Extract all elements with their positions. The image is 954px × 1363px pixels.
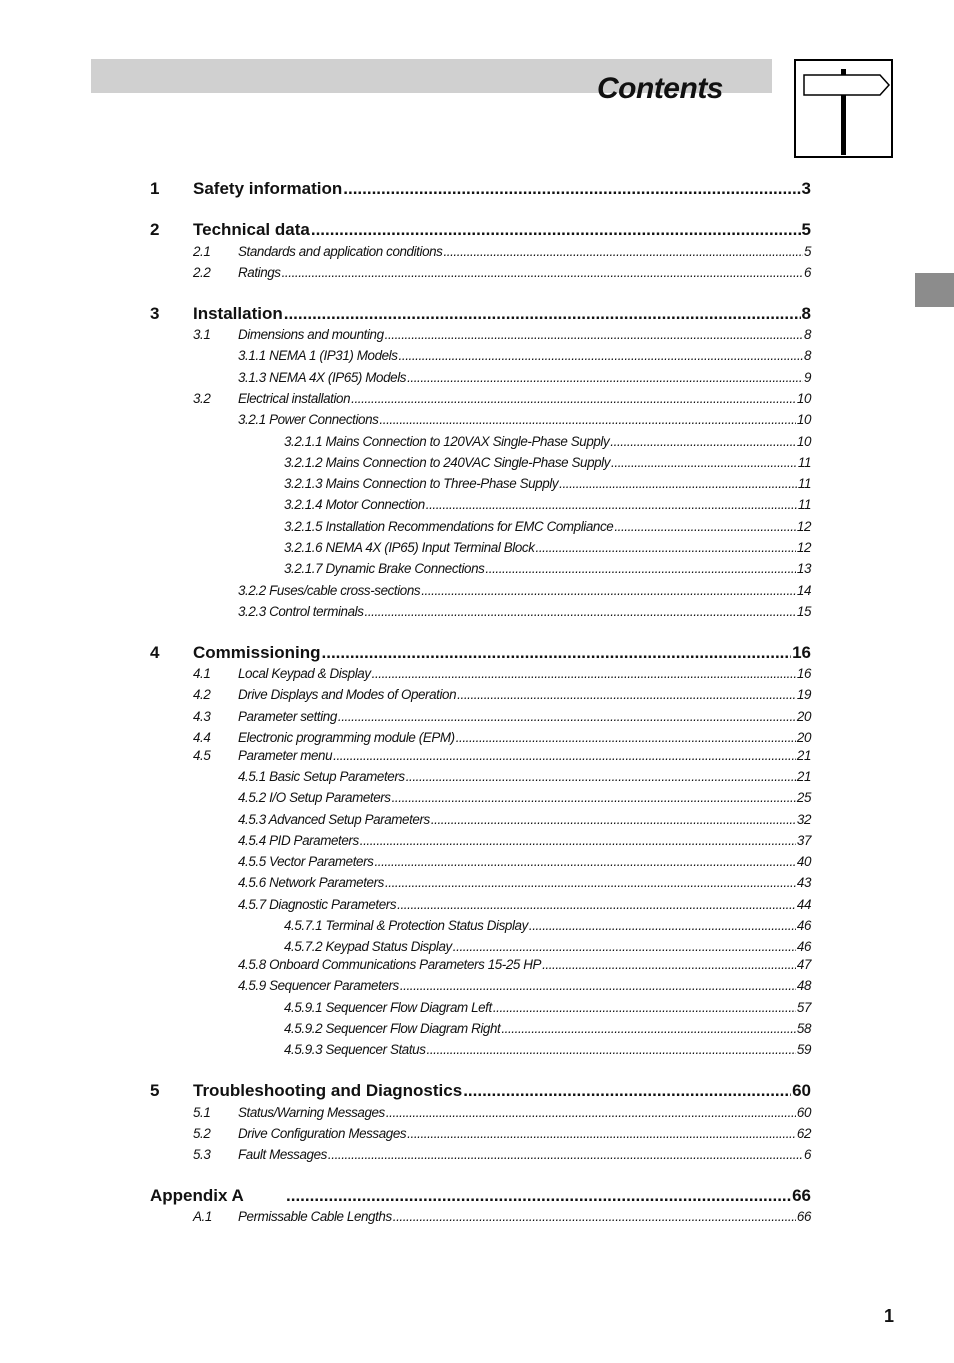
toc-entry-number: 2.1 bbox=[193, 244, 211, 259]
toc-entry-title: Parameter setting bbox=[238, 709, 337, 724]
toc-entry bbox=[193, 709, 811, 724]
toc-entry-title: 4.5.6 Network Parameters bbox=[238, 875, 384, 890]
toc-entry-number: 4.3 bbox=[193, 709, 211, 724]
toc-entry-title: 4.5.5 Vector Parameters bbox=[238, 854, 374, 869]
toc-entry-page: 5 bbox=[803, 244, 811, 259]
toc-entry-title: Safety information bbox=[193, 179, 343, 198]
dot-leader bbox=[614, 520, 796, 533]
toc-entry-page: 66 bbox=[792, 1186, 811, 1205]
toc-entry bbox=[193, 1105, 811, 1120]
toc-entry bbox=[284, 435, 811, 448]
toc-entry-number: 4.5 bbox=[193, 748, 211, 763]
toc-entry bbox=[238, 958, 811, 971]
toc-entry bbox=[150, 179, 811, 198]
dot-leader bbox=[457, 688, 796, 701]
toc-entry-title: Standards and application conditions bbox=[238, 244, 443, 259]
toc-entry-number: 4.1 bbox=[193, 666, 211, 681]
toc-entry bbox=[238, 834, 811, 847]
toc-entry bbox=[284, 520, 811, 533]
toc-entry bbox=[238, 791, 811, 804]
toc-entry-page: 57 bbox=[796, 1000, 811, 1015]
toc-entry-page: 20 bbox=[796, 709, 811, 724]
signpost-icon bbox=[794, 59, 893, 158]
toc-entry-page: 19 bbox=[796, 687, 811, 702]
toc-entry bbox=[193, 1209, 811, 1224]
dot-leader bbox=[610, 435, 796, 448]
toc-entry-page: 16 bbox=[792, 643, 811, 662]
toc-entry-title: 3.2.1.7 Dynamic Brake Connections bbox=[284, 561, 485, 576]
dot-leader bbox=[338, 710, 796, 723]
toc-entry-title: 4.5.2 I/O Setup Parameters bbox=[238, 790, 391, 805]
toc-entry-page: 8 bbox=[803, 348, 811, 363]
toc-entry-number: Appendix A bbox=[150, 1186, 244, 1205]
toc-entry-page: 21 bbox=[796, 748, 811, 763]
dot-leader bbox=[379, 413, 795, 426]
dot-leader bbox=[406, 770, 796, 783]
toc-entry-title: 3.2.1.4 Motor Connection bbox=[284, 497, 425, 512]
toc-entry bbox=[238, 855, 811, 868]
toc-entry-title: 4.5.4 PID Parameters bbox=[238, 833, 359, 848]
toc-entry-title: 3.2.1.1 Mains Connection to 120VAX Single-Phase Supply bbox=[284, 434, 610, 449]
toc-entry bbox=[193, 687, 811, 702]
toc-entry bbox=[150, 1186, 811, 1205]
toc-entry-page: 48 bbox=[796, 978, 811, 993]
toc-entry bbox=[284, 1043, 811, 1056]
toc-entry-title: 3.1.3 NEMA 4X (IP65) Models bbox=[238, 370, 407, 385]
toc-entry bbox=[150, 220, 811, 239]
toc-entry-page: 62 bbox=[796, 1126, 811, 1141]
toc-entry-title: Parameter menu bbox=[238, 748, 333, 763]
toc-entry bbox=[284, 919, 811, 932]
dot-leader bbox=[311, 221, 801, 238]
dot-leader bbox=[529, 919, 796, 932]
toc-entry-number: 2 bbox=[150, 220, 160, 239]
toc-entry-number: 2.2 bbox=[193, 265, 211, 280]
toc-entry-page: 11 bbox=[797, 476, 811, 491]
toc-entry-number: 5.2 bbox=[193, 1126, 211, 1141]
toc-entry-page: 43 bbox=[796, 875, 811, 890]
dot-leader bbox=[365, 605, 796, 618]
dot-leader bbox=[393, 1210, 796, 1223]
toc-entry bbox=[238, 349, 811, 362]
toc-entry bbox=[238, 979, 811, 992]
dot-leader bbox=[397, 898, 796, 911]
toc-entry-number: 4 bbox=[150, 643, 160, 662]
toc-entry-title: Ratings bbox=[238, 265, 281, 280]
toc-entry-page: 40 bbox=[796, 854, 811, 869]
dot-leader bbox=[443, 245, 802, 258]
toc-entry-number: 1 bbox=[150, 179, 160, 198]
toc-entry-title: 3.2.1.2 Mains Connection to 240VAC Single-Phase Supply bbox=[284, 455, 611, 470]
toc-entry-title: Local Keypad & Display bbox=[238, 666, 371, 681]
dot-leader bbox=[536, 541, 796, 554]
toc-entry-page: 13 bbox=[796, 561, 811, 576]
toc-entry bbox=[150, 1081, 811, 1100]
toc-entry-number: 4.4 bbox=[193, 730, 211, 745]
toc-entry-title: Electrical installation bbox=[238, 391, 351, 406]
toc-entry-title: 4.5.3 Advanced Setup Parameters bbox=[238, 812, 430, 827]
chapter-tab-marker bbox=[915, 273, 954, 307]
toc-entry bbox=[284, 1022, 811, 1035]
toc-entry-title: 3.2.3 Control terminals bbox=[238, 604, 364, 619]
toc-entry-title: Status/Warning Messages bbox=[238, 1105, 385, 1120]
toc-entry-title: Dimensions and mounting bbox=[238, 327, 384, 342]
toc-entry-number: A.1 bbox=[193, 1209, 212, 1224]
toc-entry-page: 8 bbox=[801, 304, 811, 323]
toc-entry-title: 3.2.1.6 NEMA 4X (IP65) Input Terminal Block bbox=[284, 540, 535, 555]
dot-leader bbox=[456, 731, 796, 744]
toc-entry-page: 5 bbox=[801, 220, 811, 239]
dot-leader bbox=[501, 1022, 796, 1035]
toc-entry-number: 4.2 bbox=[193, 687, 211, 702]
dot-leader bbox=[284, 305, 801, 322]
dot-leader bbox=[392, 791, 796, 804]
toc-entry-page: 46 bbox=[796, 939, 811, 954]
toc-entry-page: 25 bbox=[796, 790, 811, 805]
toc-entry bbox=[238, 371, 811, 384]
toc-entry-page: 9 bbox=[803, 370, 811, 385]
toc-entry-title: 4.5.8 Onboard Communications Parameters 15-25 HP bbox=[238, 957, 542, 972]
toc-entry-page: 10 bbox=[796, 434, 811, 449]
toc-entry-page: 32 bbox=[796, 812, 811, 827]
toc-entry-number: 5 bbox=[150, 1081, 160, 1100]
toc-entry bbox=[238, 413, 811, 426]
toc-entry-page: 14 bbox=[796, 583, 811, 598]
dot-leader bbox=[386, 1106, 796, 1119]
toc-entry-page: 11 bbox=[797, 497, 811, 512]
dot-leader bbox=[407, 371, 803, 384]
dot-leader bbox=[421, 584, 796, 597]
dot-leader bbox=[372, 667, 796, 680]
toc-entry-number: 3.1 bbox=[193, 327, 211, 342]
toc-entry bbox=[193, 1126, 811, 1141]
toc-entry bbox=[284, 456, 811, 469]
toc-entry bbox=[284, 940, 811, 953]
toc-entry-page: 46 bbox=[796, 918, 811, 933]
dot-leader bbox=[374, 855, 795, 868]
dot-leader bbox=[407, 1127, 796, 1140]
toc-entry-page: 10 bbox=[796, 391, 811, 406]
dot-leader bbox=[431, 813, 796, 826]
toc-entry-title: Commissioning bbox=[193, 643, 321, 662]
toc-entry bbox=[193, 244, 811, 259]
toc-entry bbox=[284, 498, 811, 511]
toc-entry-page: 21 bbox=[796, 769, 811, 784]
toc-entry-title: Installation bbox=[193, 304, 283, 323]
dot-leader bbox=[282, 266, 803, 279]
toc-entry-title: 3.1.1 NEMA 1 (IP31) Models bbox=[238, 348, 398, 363]
toc-entry-page: 16 bbox=[796, 666, 811, 681]
dot-leader bbox=[611, 456, 797, 469]
dot-leader bbox=[360, 834, 796, 847]
toc-entry-title: Electronic programming module (EPM) bbox=[238, 730, 455, 745]
toc-entry-page: 3 bbox=[801, 179, 811, 198]
toc-entry-page: 58 bbox=[796, 1021, 811, 1036]
toc-entry-title: Technical data bbox=[193, 220, 310, 239]
toc-entry-title: Drive Configuration Messages bbox=[238, 1126, 407, 1141]
toc-entry-title: 4.5.9.2 Sequencer Flow Diagram Right bbox=[284, 1021, 501, 1036]
dot-leader bbox=[485, 562, 795, 575]
toc-entry-page: 15 bbox=[796, 604, 811, 619]
toc-entry-page: 20 bbox=[796, 730, 811, 745]
toc-entry-title: Permissable Cable Lengths bbox=[238, 1209, 392, 1224]
toc-entry-title: Troubleshooting and Diagnostics bbox=[193, 1081, 463, 1100]
dot-leader bbox=[385, 876, 796, 889]
toc-entry bbox=[193, 1147, 811, 1162]
toc-entry bbox=[193, 327, 811, 342]
toc-entry bbox=[238, 876, 811, 889]
dot-leader bbox=[427, 1043, 796, 1056]
dot-leader bbox=[453, 940, 796, 953]
toc-entry-page: 60 bbox=[792, 1081, 811, 1100]
dot-leader bbox=[463, 1082, 791, 1099]
toc-entry-page: 8 bbox=[803, 327, 811, 342]
toc-entry-number: 3 bbox=[150, 304, 160, 323]
dot-leader bbox=[493, 1001, 796, 1014]
dot-leader bbox=[385, 328, 803, 341]
dot-leader bbox=[322, 644, 792, 661]
toc-entry-title: 4.5.9 Sequencer Parameters bbox=[238, 978, 399, 993]
toc-entry-page: 12 bbox=[796, 540, 811, 555]
toc-entry-title: Fault Messages bbox=[238, 1147, 327, 1162]
dot-leader bbox=[399, 349, 803, 362]
toc-entry bbox=[193, 666, 811, 681]
toc-entry bbox=[193, 265, 811, 280]
toc-entry-page: 10 bbox=[796, 412, 811, 427]
dot-leader bbox=[542, 958, 796, 971]
toc-entry-title: 3.2.1.3 Mains Connection to Three-Phase Supply bbox=[284, 476, 559, 491]
page-title: Contents bbox=[597, 72, 723, 105]
dot-leader bbox=[328, 1148, 803, 1161]
toc-entry-title: 3.2.1 Power Connections bbox=[238, 412, 379, 427]
toc-entry-page: 44 bbox=[796, 897, 811, 912]
toc-entry-title: Drive Displays and Modes of Operation bbox=[238, 687, 457, 702]
toc-entry-page: 59 bbox=[796, 1042, 811, 1057]
toc-entry-page: 6 bbox=[803, 265, 811, 280]
toc-entry-page: 6 bbox=[803, 1147, 811, 1162]
toc-entry-title: 4.5.9.1 Sequencer Flow Diagram Left bbox=[284, 1000, 492, 1015]
toc-entry-page: 47 bbox=[796, 957, 811, 972]
toc-entry bbox=[238, 584, 811, 597]
toc-entry bbox=[284, 562, 811, 575]
toc-entry-title: 4.5.7 Diagnostic Parameters bbox=[238, 897, 397, 912]
toc-entry bbox=[238, 770, 811, 783]
toc-entry bbox=[150, 643, 811, 662]
toc-entry-page: 60 bbox=[796, 1105, 811, 1120]
toc-entry-number: 5.3 bbox=[193, 1147, 211, 1162]
toc-entry-title: 3.2.2 Fuses/cable cross-sections bbox=[238, 583, 421, 598]
toc-entry-title: 3.2.1.5 Installation Recommendations for EMC Compliance bbox=[284, 519, 614, 534]
dot-leader bbox=[559, 477, 797, 490]
toc-entry bbox=[238, 813, 811, 826]
toc-entry bbox=[238, 898, 811, 911]
toc-entry bbox=[284, 541, 811, 554]
toc-entry-page: 37 bbox=[796, 833, 811, 848]
toc-entry-number: 3.2 bbox=[193, 391, 211, 406]
toc-entry-title: 4.5.1 Basic Setup Parameters bbox=[238, 769, 405, 784]
dot-leader bbox=[351, 392, 796, 405]
toc-entry-title: 4.5.7.1 Terminal & Protection Status Display bbox=[284, 918, 528, 933]
dot-leader bbox=[400, 979, 796, 992]
toc-entry-page: 11 bbox=[797, 455, 811, 470]
page-number: 1 bbox=[884, 1306, 895, 1326]
toc-entry bbox=[284, 477, 811, 490]
toc-entry-title: 4.5.9.3 Sequencer Status bbox=[284, 1042, 426, 1057]
toc-entry-title: 4.5.7.2 Keypad Status Display bbox=[284, 939, 452, 954]
dot-leader bbox=[343, 180, 800, 197]
toc-entry bbox=[193, 391, 811, 406]
toc-entry-number: 5.1 bbox=[193, 1105, 211, 1120]
toc-entry bbox=[150, 304, 811, 323]
toc-entry bbox=[193, 748, 811, 763]
dot-leader bbox=[333, 749, 796, 762]
toc-entry bbox=[238, 605, 811, 618]
dot-leader bbox=[286, 1187, 791, 1204]
toc-entry bbox=[284, 1001, 811, 1014]
toc-entry-page: 66 bbox=[796, 1209, 811, 1224]
toc-entry bbox=[193, 730, 811, 745]
dot-leader bbox=[426, 498, 797, 511]
toc-entry-page: 12 bbox=[796, 519, 811, 534]
